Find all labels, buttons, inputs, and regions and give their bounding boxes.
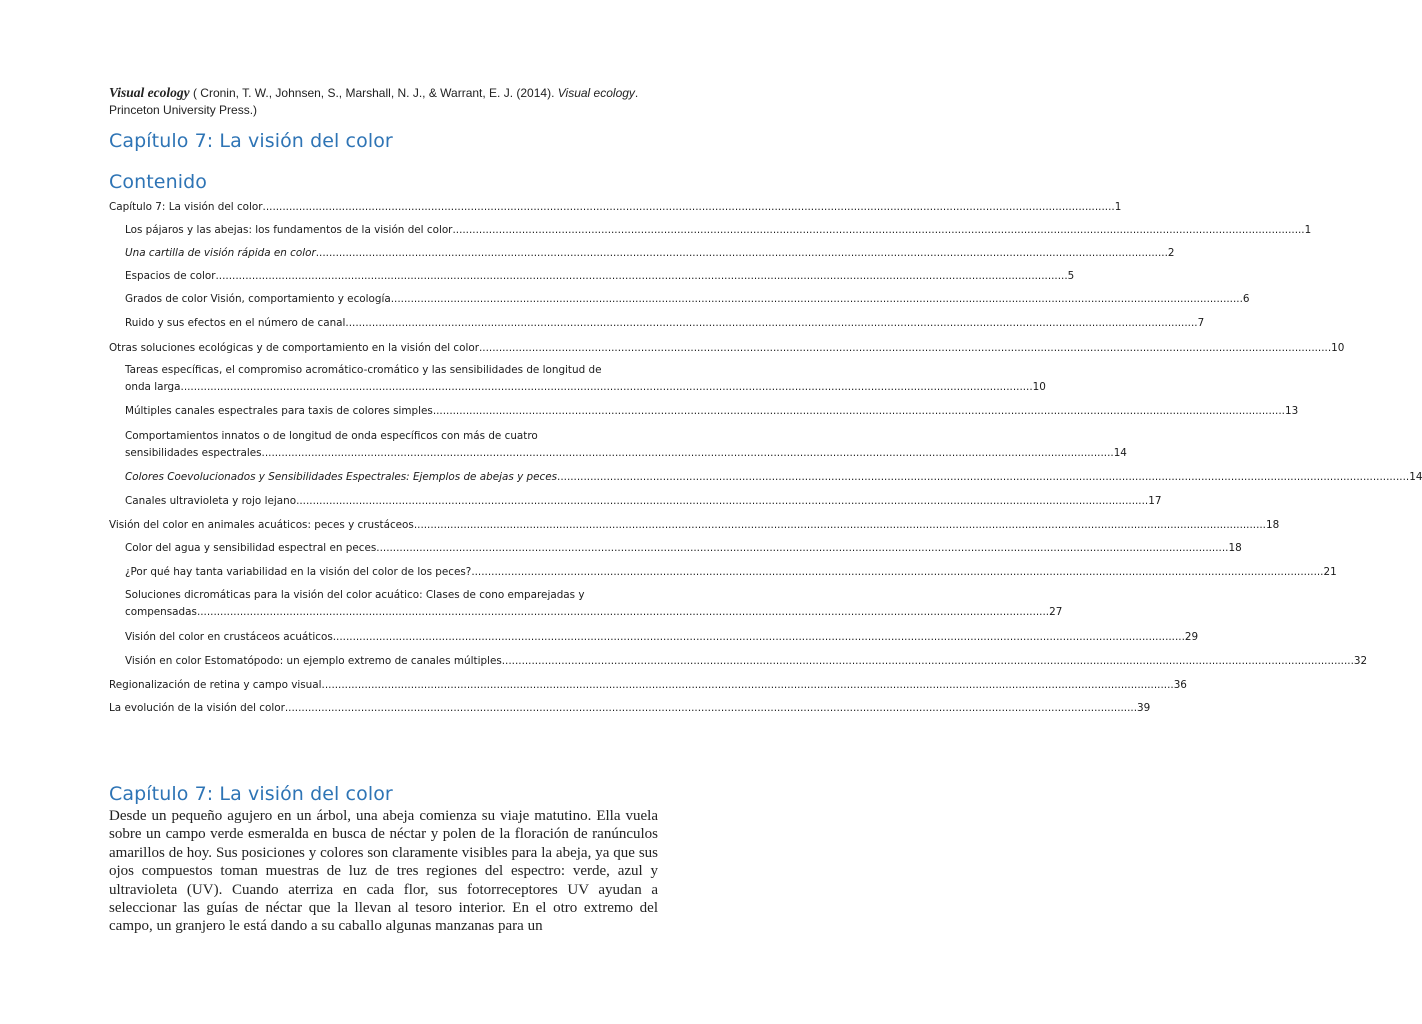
toc-entry-text: Visión del color en animales acuáticos: peces y crustáceos [109, 519, 414, 531]
toc-entry[interactable] [125, 493, 1162, 510]
toc-leader-dots [391, 291, 1243, 308]
reference-italic-title: Visual ecology [557, 86, 635, 100]
toc-leader-dots [262, 445, 1114, 462]
toc-page-number: 27 [1049, 606, 1063, 618]
toc-entry-text: Visión del color en crustáceos acuáticos [125, 631, 333, 643]
toc-leader-dots [479, 340, 1331, 357]
toc-entry-text: Los pájaros y las abejas: los fundamentos de la visión del color [125, 224, 453, 236]
toc-page-number: 10 [1032, 381, 1046, 393]
toc-page-number: 29 [1184, 631, 1199, 643]
toc-page-number: 39 [1137, 702, 1151, 714]
toc-leader-dots [452, 222, 1304, 239]
toc-leader-dots [433, 403, 1285, 420]
reference-publisher: . Princeton University Press.) [109, 86, 639, 117]
toc-entry-text: compensadas [125, 606, 197, 618]
toc-entry-text: Canales ultravioleta y rojo lejano [125, 495, 297, 507]
toc-page-number: 2 [1167, 247, 1175, 259]
toc-entry[interactable] [125, 315, 1205, 332]
toc-entry[interactable] [125, 629, 1199, 646]
toc-leader-dots [502, 653, 1354, 670]
toc-entry-text: La evolución de la visión del color [109, 702, 285, 714]
toc-entry-text-first-line: Soluciones dicromáticas para la visión del color acuático: Clases de cono emparejadas y [125, 589, 585, 601]
toc-page-number: 32 [1353, 655, 1368, 667]
toc-entry-text: onda larga [125, 381, 181, 393]
toc-entry-text: ¿Por qué hay tanta variabilidad en la visión del color de los peces? [125, 566, 472, 578]
toc-leader-dots [197, 604, 1049, 621]
toc-entry[interactable] [109, 700, 1151, 717]
toc-entry[interactable] [125, 540, 1242, 557]
toc-entry[interactable] [125, 653, 1368, 670]
toc-page-number: 13 [1284, 405, 1299, 417]
toc-page-number: 21 [1323, 566, 1337, 578]
toc-leader-dots [557, 469, 1409, 486]
toc-leader-dots [181, 379, 1033, 396]
toc-page-number: 14 [1409, 471, 1422, 483]
toc-entry-text: Capítulo 7: La visión del color [109, 201, 263, 213]
reference-title: Visual ecology [109, 85, 190, 100]
toc-entry[interactable] [125, 362, 1046, 396]
toc-entry-text: Ruido y sus efectos en el número de canal [125, 317, 346, 329]
toc-entry-text: Color del agua y sensibilidad espectral en peces [125, 542, 377, 554]
reference-authors: ( Cronin, T. W., Johnsen, S., Marshall, N. J., & Warrant, E. J. (2014). [189, 86, 558, 100]
toc-leader-dots [414, 517, 1266, 534]
toc-entry[interactable] [125, 564, 1337, 581]
toc-leader-dots [322, 677, 1174, 694]
toc-entry[interactable] [125, 291, 1250, 308]
toc-leader-dots [285, 700, 1137, 717]
toc-page-number: 36 [1173, 679, 1187, 691]
toc-page-number: 18 [1228, 542, 1242, 554]
toc-entry[interactable] [109, 517, 1280, 534]
toc-page-number: 10 [1331, 342, 1345, 354]
toc-entry-text: Otras soluciones ecológicas y de comportamiento en la visión del color [109, 342, 479, 354]
toc-page-number: 7 [1197, 317, 1205, 329]
toc-entry-text: Regionalización de retina y campo visual [109, 679, 322, 691]
body-paragraph: Desde un pequeño agujero en un árbol, una abeja comienza su viaje matutino. Ella vuela sobre un campo verde esmeralda en busca de néctar y polen de la floración de ranúnculos amarillos de hoy. Sus posiciones y colores son claramente visibles para la abeja, ya que sus ojos compuestos toman muestras de luz de tres regiones del espectro: verde, azul y ultravioleta (UV). Cuando aterriza en cada flor, sus fotorreceptores UV ayudan a seleccionar las guías de néctar que la llevan al tesoro interior. En el otro extremo del campo, un granjero le está dando a su caballo algunas manzanas para un [109, 808, 658, 935]
toc-entry-text-first-line: Tareas específicas, el compromiso acromático-cromático y las sensibilidades de longitud de [125, 364, 602, 376]
toc-entry[interactable] [109, 677, 1187, 694]
toc-leader-dots [296, 493, 1148, 510]
contents-heading: Contenido [109, 171, 207, 193]
toc-entry[interactable] [109, 199, 1122, 216]
toc-page-number: 14 [1113, 447, 1127, 459]
toc-entry[interactable] [109, 340, 1345, 357]
toc-leader-dots [263, 199, 1115, 216]
chapter-heading-body: Capítulo 7: La visión del color [109, 783, 393, 805]
toc-entry-text: Múltiples canales espectrales para taxis de colores simples [125, 405, 433, 417]
toc-entry-text: Una cartilla de visión rápida en color [125, 247, 316, 259]
toc-entry-text: sensibilidades espectrales [125, 447, 262, 459]
toc-entry-text-first-line: Comportamientos innatos o de longitud de onda específicos con más de cuatro [125, 430, 538, 442]
toc-entry[interactable] [125, 245, 1175, 262]
toc-page-number: 1 [1304, 224, 1312, 236]
toc-leader-dots [376, 540, 1228, 557]
toc-entry-text: Grados de color Visión, comportamiento y ecología [125, 293, 391, 305]
toc-leader-dots [333, 629, 1185, 646]
toc-leader-dots [316, 245, 1168, 262]
toc-entry-text: Colores Coevolucionados y Sensibilidades Espectrales: Ejemplos de abejas y peces [125, 471, 558, 483]
reference-citation [109, 84, 644, 119]
toc-leader-dots [216, 268, 1068, 285]
toc-leader-dots [471, 564, 1323, 581]
toc-entry-text: Espacios de color [125, 270, 216, 282]
toc-page-number: 1 [1114, 201, 1122, 213]
toc-page-number: 5 [1067, 270, 1075, 282]
chapter-heading-top: Capítulo 7: La visión del color [109, 130, 393, 152]
toc-page-number: 17 [1148, 495, 1162, 507]
toc-entry[interactable] [125, 469, 1422, 486]
toc-leader-dots [345, 315, 1197, 332]
toc-page-number: 6 [1242, 293, 1250, 305]
toc-entry[interactable] [125, 428, 1127, 462]
toc-entry-text: Visión en color Estomatópodo: un ejemplo extremo de canales múltiples [125, 655, 502, 667]
toc-entry[interactable] [125, 403, 1299, 420]
toc-entry[interactable] [125, 587, 1063, 621]
toc-entry[interactable] [125, 222, 1312, 239]
toc-entry[interactable] [125, 268, 1075, 285]
toc-page-number: 18 [1266, 519, 1280, 531]
